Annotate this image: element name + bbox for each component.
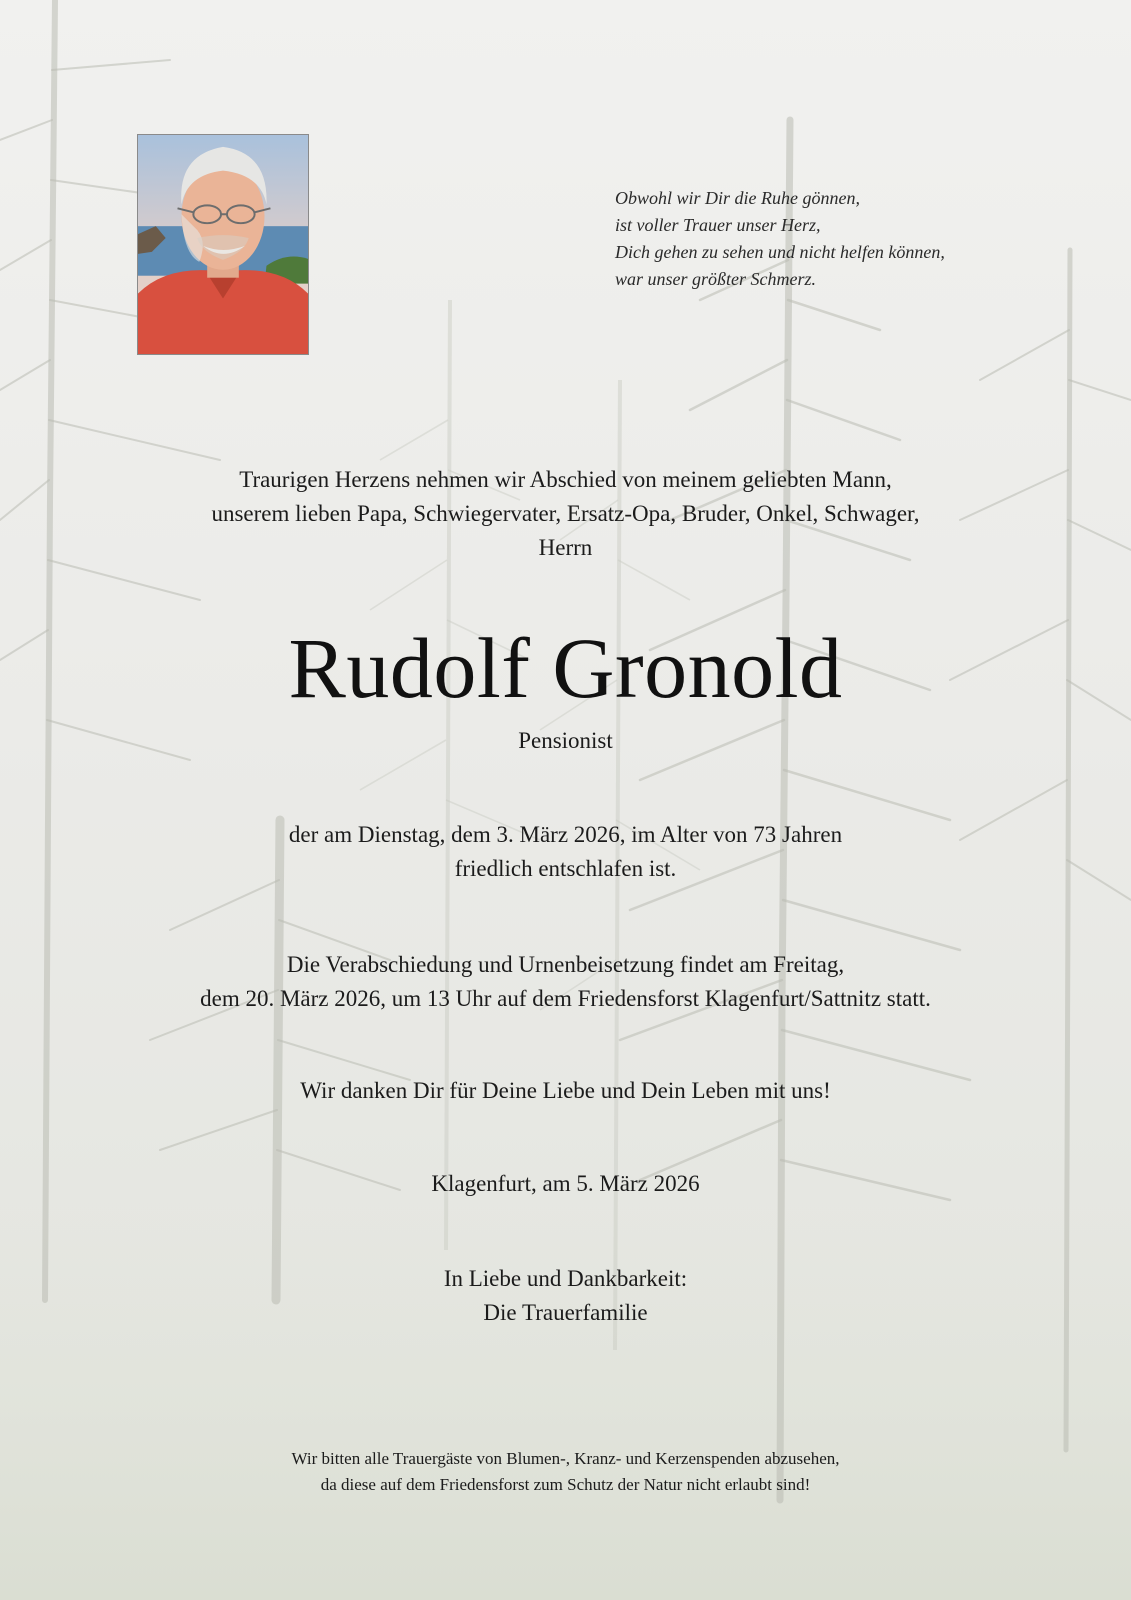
service-details [0,948,1131,1016]
thanks-message: Wir danken Dir für Deine Liebe und Dein Leben mit uns! [300,1078,831,1103]
intro-line: unserem lieben Papa, Schwiegervater, Ersatz-Opa, Bruder, Onkel, Schwager, [211,501,920,526]
verse-line: Dich gehen zu sehen und nicht helfen können, [615,242,945,262]
farewell-intro [0,463,1131,565]
intro-line: Herrn [538,535,593,560]
death-notice-line: der am Dienstag, dem 3. März 2026, im Alter von 73 Jahren [288,822,843,847]
notice-line: Wir bitten alle Trauergäste von Blumen-, Kranz- und Kerzenspenden abzusehen, [291,1449,840,1468]
signoff-line: In Liebe und Dankbarkeit: [443,1266,688,1291]
verse-line: ist voller Trauer unser Herz, [615,215,821,235]
verse-line: Obwohl wir Dir die Ruhe gönnen, [615,188,860,208]
service-line: dem 20. März 2026, um 13 Uhr auf dem Friedensforst Klagenfurt/Sattnitz statt. [200,986,931,1011]
service-line: Die Verabschiedung und Urnenbeisetzung findet am Freitag, [286,952,845,977]
portrait-photo [137,134,309,355]
intro-line: Traurigen Herzens nehmen wir Abschied von meinem geliebten Mann, [239,467,892,492]
signoff-line: Die Trauerfamilie [483,1300,648,1325]
family-signoff [0,1262,1131,1330]
death-notice [0,818,1131,886]
verse-line: war unser größter Schmerz. [615,269,816,289]
memorial-verse [615,185,1085,293]
deceased-occupation: Pensionist [518,728,613,753]
death-notice-line: friedlich entschlafen ist. [454,856,677,881]
place-and-date: Klagenfurt, am 5. März 2026 [431,1171,700,1196]
donation-notice [0,1446,1131,1498]
notice-line: da diese auf dem Friedensforst zum Schutz der Natur nicht erlaubt sind! [320,1475,811,1494]
deceased-name: Rudolf Gronold [288,620,843,716]
